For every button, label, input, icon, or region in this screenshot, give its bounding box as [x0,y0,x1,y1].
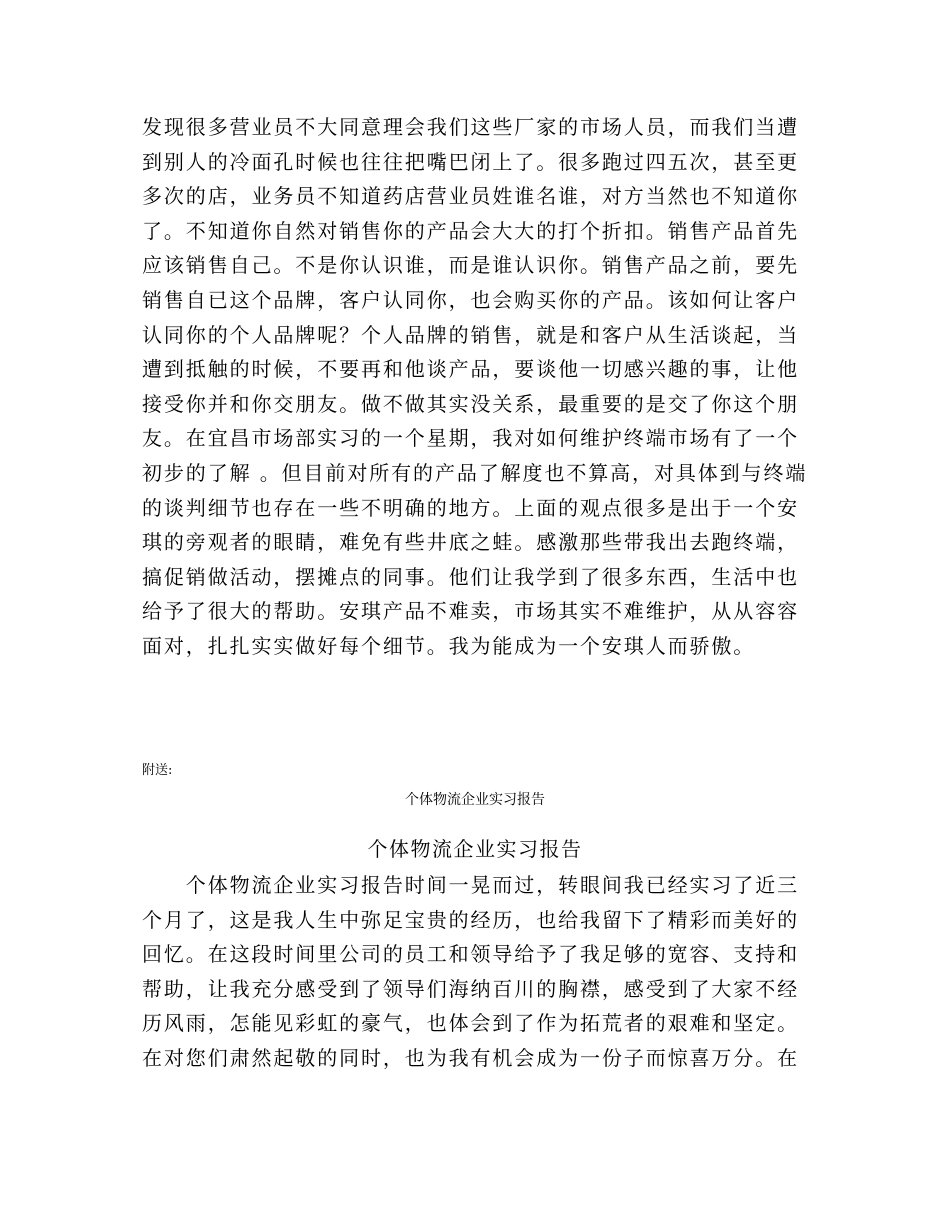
paragraph-line: 应该销售自己。不是你认识谁，而是谁认识你。销售产品之前，要先 [142,253,799,278]
appendix-title: 个体物流企业实习报告 [367,837,583,861]
paragraph-line: 发现很多营业员不大同意理会我们这些厂家的市场人员，而我们当遭 [142,115,799,139]
paragraph-line: 给予了很大的帮助。安琪产品不难卖，市场其实不难维护，从从容容 [142,599,799,624]
paragraph-line: 个月了，这是我人生中弥足宝贵的经历，也给我留下了精彩而美好的 [142,907,799,932]
appendix-label: 附送: [142,763,173,778]
paragraph-line: 个体物流企业实习报告时间一晃而过，转眼间我已经实习了近三 [142,873,799,897]
paragraph-line: 搞促销做活动，摆摊点的同事。他们让我学到了很多东西，生活中也 [142,564,799,589]
paragraph-line: 的谈判细节也存在一些不明确的地方。上面的观点很多是出于一个安 [142,495,799,520]
paragraph-line: 接受你并和你交朋友。做不做其实没关系，最重要的是交了你这个朋 [142,391,799,416]
appendix-paragraph [142,868,812,1076]
paragraph-line: 初步的了解 。但目前对所有的产品了解度也不算高，对具体到与终端 [142,460,808,485]
paragraph-line: 历风雨，怎能见彩虹的豪气，也体会到了作为拓荒者的艰难和坚定。 [142,1011,799,1036]
paragraph-line: 销售自已这个品牌，客户认同你，也会购买你的产品。该如何让客户 [142,287,799,312]
paragraph-line: 琪的旁观者的眼睛，难免有些井底之蛙。感激那些带我出去跑终端， [142,530,799,555]
paragraph-line: 遭到抵触的时候，不要再和他谈产品，要谈他一切感兴趣的事，让他 [142,357,799,382]
paragraph-line: 多次的店，业务员不知道药店营业员姓谁名谁，对方当然也不知道你 [142,184,799,209]
paragraph-line: 到别人的冷面孔时候也往往把嘴巴闭上了。很多跑过四五次，甚至更 [142,149,799,174]
paragraph-line: 帮助，让我充分感受到了领导们海纳百川的胸襟，感受到了大家不经 [142,976,799,1001]
paragraph-line: 了。不知道你自然对销售你的产品会大大的打个折扣。销售产品首先 [142,218,799,243]
paragraph-line: 面对，扎扎实实做好每个细节。我为能成为一个安琪人而骄傲。 [142,633,756,658]
body-paragraph [142,110,812,664]
paragraph-line: 友。在宜昌市场部实习的一个星期，我对如何维护终端市场有了一个 [142,426,799,451]
paragraph-line: 在对您们肃然起敬的同时，也为我有机会成为一份子而惊喜万分。在 [142,1045,799,1070]
paragraph-line: 回忆。在这段时间里公司的员工和领导给予了我足够的宽容、支持和 [142,942,799,967]
paragraph-line: 认同你的个人品牌呢？个人品牌的销售，就是和客户从生活谈起，当 [142,322,799,347]
appendix-small-title: 个体物流企业实习报告 [405,792,545,808]
